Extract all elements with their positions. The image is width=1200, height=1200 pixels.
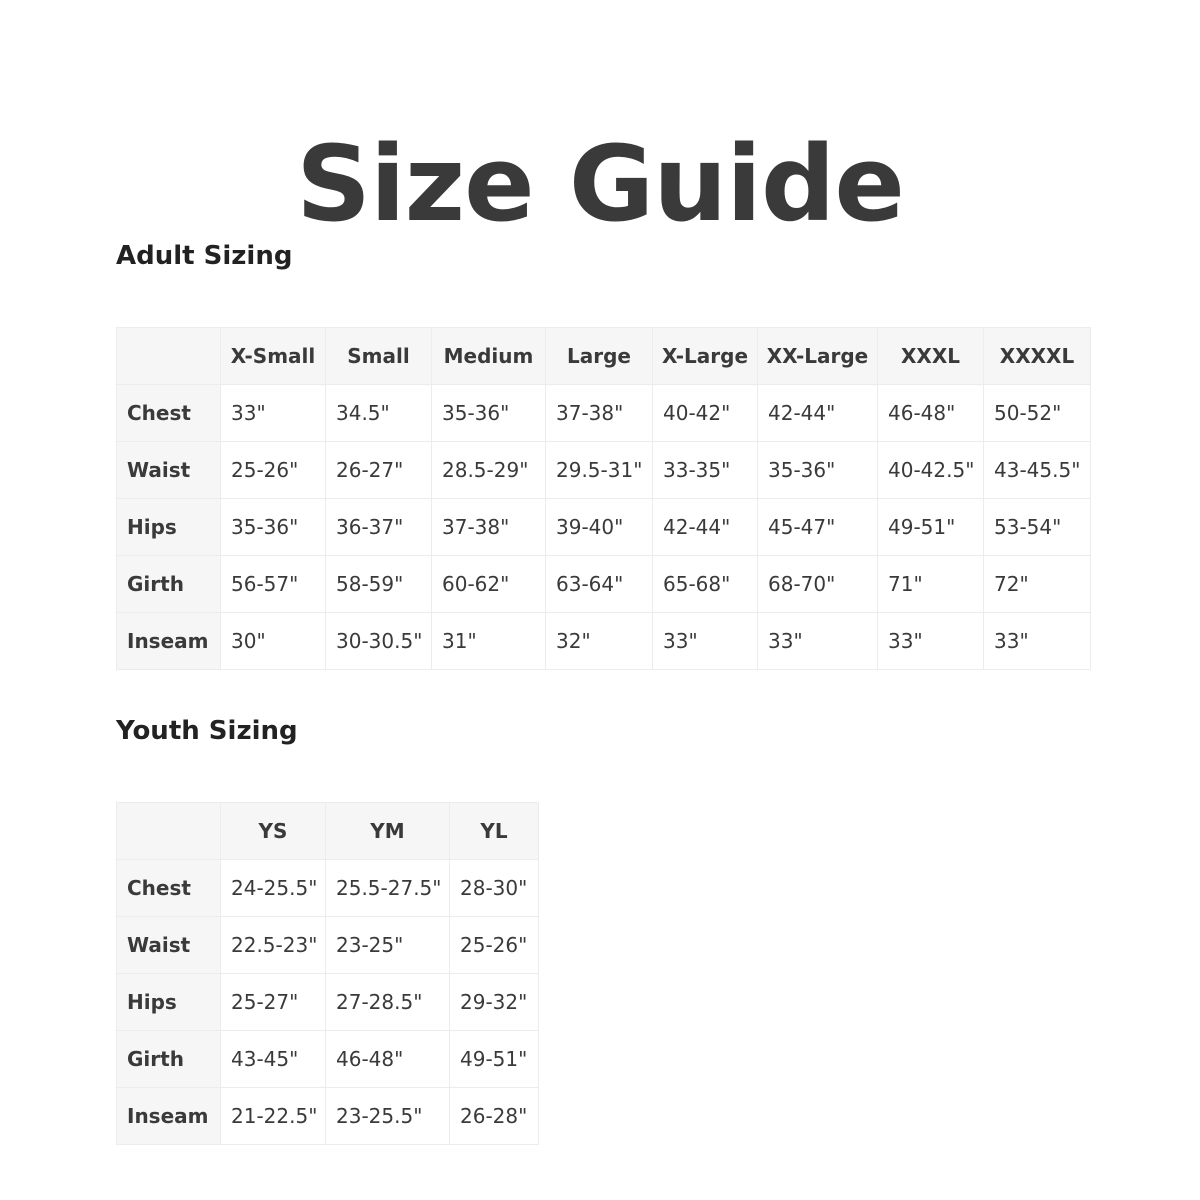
table-cell: 26-28": [450, 1088, 539, 1145]
table-cell: 33": [758, 613, 878, 670]
table-cell: 30": [221, 613, 326, 670]
table-cell: 60-62": [432, 556, 546, 613]
table-cell: 26-27": [326, 442, 432, 499]
table-cell: 25.5-27.5": [326, 860, 450, 917]
table-row: [117, 556, 1091, 613]
table-corner-cell: [117, 328, 221, 385]
column-header: YM: [326, 803, 450, 860]
youth-sizing-heading: Youth Sizing: [116, 716, 298, 746]
table-cell: 29-32": [450, 974, 539, 1031]
table-cell: 49-51": [878, 499, 984, 556]
table-row: [117, 613, 1091, 670]
table-cell: 46-48": [326, 1031, 450, 1088]
table-cell: 23-25.5": [326, 1088, 450, 1145]
row-label: Girth: [117, 1031, 221, 1088]
table-cell: 30-30.5": [326, 613, 432, 670]
table-cell: 29.5-31": [546, 442, 653, 499]
table-cell: 46-48": [878, 385, 984, 442]
table-cell: 33": [878, 613, 984, 670]
table-cell: 28.5-29": [432, 442, 546, 499]
table-cell: 53-54": [984, 499, 1091, 556]
column-header: Large: [546, 328, 653, 385]
table-header-row: [117, 803, 539, 860]
row-label: Waist: [117, 917, 221, 974]
table-cell: 35-36": [221, 499, 326, 556]
row-label: Waist: [117, 442, 221, 499]
table-cell: 28-30": [450, 860, 539, 917]
table-cell: 68-70": [758, 556, 878, 613]
column-header: X-Large: [653, 328, 758, 385]
table-cell: 43-45": [221, 1031, 326, 1088]
table-cell: 31": [432, 613, 546, 670]
table-cell: 63-64": [546, 556, 653, 613]
column-header: X-Small: [221, 328, 326, 385]
table-header-row: [117, 328, 1091, 385]
column-header: XX-Large: [758, 328, 878, 385]
table-cell: 50-52": [984, 385, 1091, 442]
row-label: Chest: [117, 385, 221, 442]
row-label: Girth: [117, 556, 221, 613]
table-row: [117, 499, 1091, 556]
table-cell: 43-45.5": [984, 442, 1091, 499]
table-cell: 32": [546, 613, 653, 670]
table-cell: 39-40": [546, 499, 653, 556]
table-cell: 27-28.5": [326, 974, 450, 1031]
column-header: YL: [450, 803, 539, 860]
column-header: Small: [326, 328, 432, 385]
table-cell: 71": [878, 556, 984, 613]
table-cell: 65-68": [653, 556, 758, 613]
table-cell: 25-27": [221, 974, 326, 1031]
table-cell: 72": [984, 556, 1091, 613]
table-row: [117, 974, 539, 1031]
table-cell: 49-51": [450, 1031, 539, 1088]
table-row: [117, 860, 539, 917]
table-cell: 58-59": [326, 556, 432, 613]
table-cell: 33": [653, 613, 758, 670]
page-title: Size Guide: [296, 122, 904, 245]
table-cell: 25-26": [221, 442, 326, 499]
table-row: [117, 917, 539, 974]
row-label: Hips: [117, 499, 221, 556]
adult-sizing-heading: Adult Sizing: [116, 241, 293, 271]
table-cell: 45-47": [758, 499, 878, 556]
row-label: Inseam: [117, 613, 221, 670]
column-header: XXXL: [878, 328, 984, 385]
row-label: Hips: [117, 974, 221, 1031]
column-header: Medium: [432, 328, 546, 385]
table-cell: 35-36": [758, 442, 878, 499]
table-row: [117, 1088, 539, 1145]
table-cell: 40-42": [653, 385, 758, 442]
row-label: Chest: [117, 860, 221, 917]
table-cell: 33": [221, 385, 326, 442]
table-row: [117, 385, 1091, 442]
table-cell: 42-44": [653, 499, 758, 556]
table-row: [117, 442, 1091, 499]
table-cell: 35-36": [432, 385, 546, 442]
column-header: YS: [221, 803, 326, 860]
row-label: Inseam: [117, 1088, 221, 1145]
table-cell: 56-57": [221, 556, 326, 613]
table-cell: 40-42.5": [878, 442, 984, 499]
table-cell: 25-26": [450, 917, 539, 974]
table-cell: 34.5": [326, 385, 432, 442]
column-header: XXXXL: [984, 328, 1091, 385]
table-row: [117, 1031, 539, 1088]
table-cell: 36-37": [326, 499, 432, 556]
adult-size-table: [116, 327, 1091, 670]
table-cell: 33": [984, 613, 1091, 670]
table-cell: 33-35": [653, 442, 758, 499]
table-cell: 24-25.5": [221, 860, 326, 917]
youth-size-table: [116, 802, 539, 1145]
table-cell: 21-22.5": [221, 1088, 326, 1145]
table-corner-cell: [117, 803, 221, 860]
table-cell: 22.5-23": [221, 917, 326, 974]
table-cell: 37-38": [432, 499, 546, 556]
table-cell: 37-38": [546, 385, 653, 442]
table-cell: 23-25": [326, 917, 450, 974]
table-cell: 42-44": [758, 385, 878, 442]
